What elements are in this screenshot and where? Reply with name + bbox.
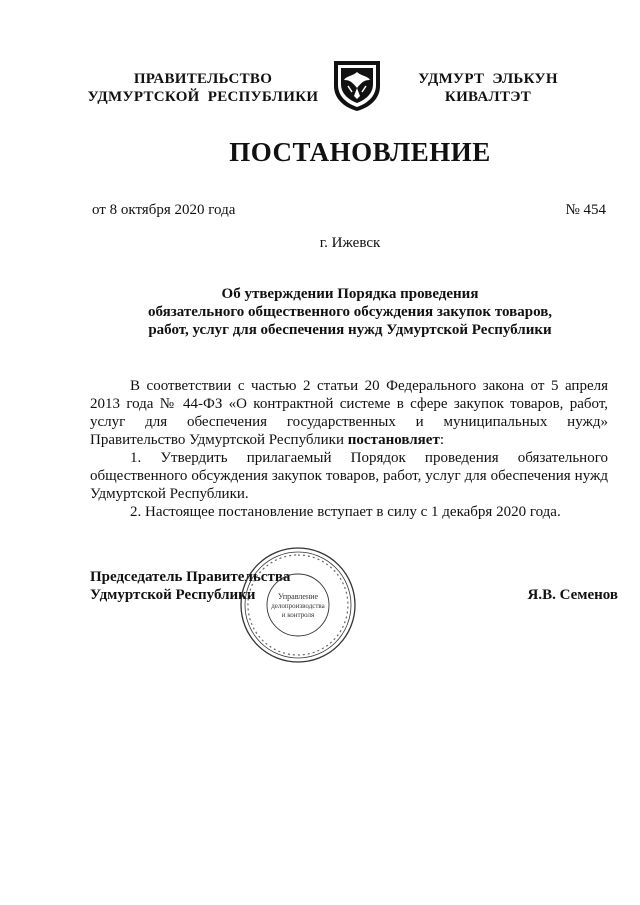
header-left [78,70,328,106]
coat-of-arms-emblem [330,58,384,112]
body-paragraph-1-text: В соответствии с частью 2 статьи 20 Федерального закона от 5 апреля 2013 года № 44-ФЗ «О контрактной системе в сфере закупок товаров, работ, услуг для обеспечения государственных и муниципальных нужд» Правительство Удмуртской Республики [90,378,608,448]
header-left-line1: ПРАВИТЕЛЬСТВО [133,71,273,87]
document-date: от 8 октября 2020 года [92,202,236,218]
official-seal-stamp [238,545,358,665]
signatory-position-line2: Удмуртской Республики [90,587,256,603]
subject-line2: обязательного общественного обсуждения закупок товаров, [147,304,553,320]
subject-line1: Об утверждении Порядка проведения [221,286,479,302]
header-right-line2: КИВАЛТЭТ [444,89,532,105]
document-title: ПОСТАНОВЛЕНИЕ [229,137,491,167]
seal-inner-line3: и контроля [281,611,315,619]
body-paragraph-3: 2. Настоящее постановление вступает в силу с 1 декабря 2020 года. [130,504,561,520]
body-paragraph-1-tail: : [439,432,444,448]
body-paragraph-1 [90,377,608,449]
body-paragraph-2: 1. Утвердить прилагаемый Порядок проведения обязательного общественного обсуждения закупок товаров, работ, услуг для обеспечения нужд Удмуртской Республики. [90,450,608,502]
document-body [90,377,608,521]
header-right [408,70,568,106]
header-left-line2: УДМУРТСКОЙ РЕСПУБЛИКИ [87,89,319,105]
body-keyword-resolves: постановляет [347,432,440,448]
signatory-position-line1: Председатель Правительства [90,569,291,585]
signatory-name: Я.В. Семенов [527,587,618,603]
document-number: № 454 [565,202,606,218]
document-city: г. Ижевск [319,235,381,251]
document-subject [90,285,610,339]
seal-inner-line1: Управление [277,592,319,601]
subject-line3: работ, услуг для обеспечения нужд Удмуртской Республики [148,322,552,338]
seal-inner-line2: делопроизводства [271,602,325,610]
header-right-line1: УДМУРТ ЭЛЬКУН [418,71,558,87]
